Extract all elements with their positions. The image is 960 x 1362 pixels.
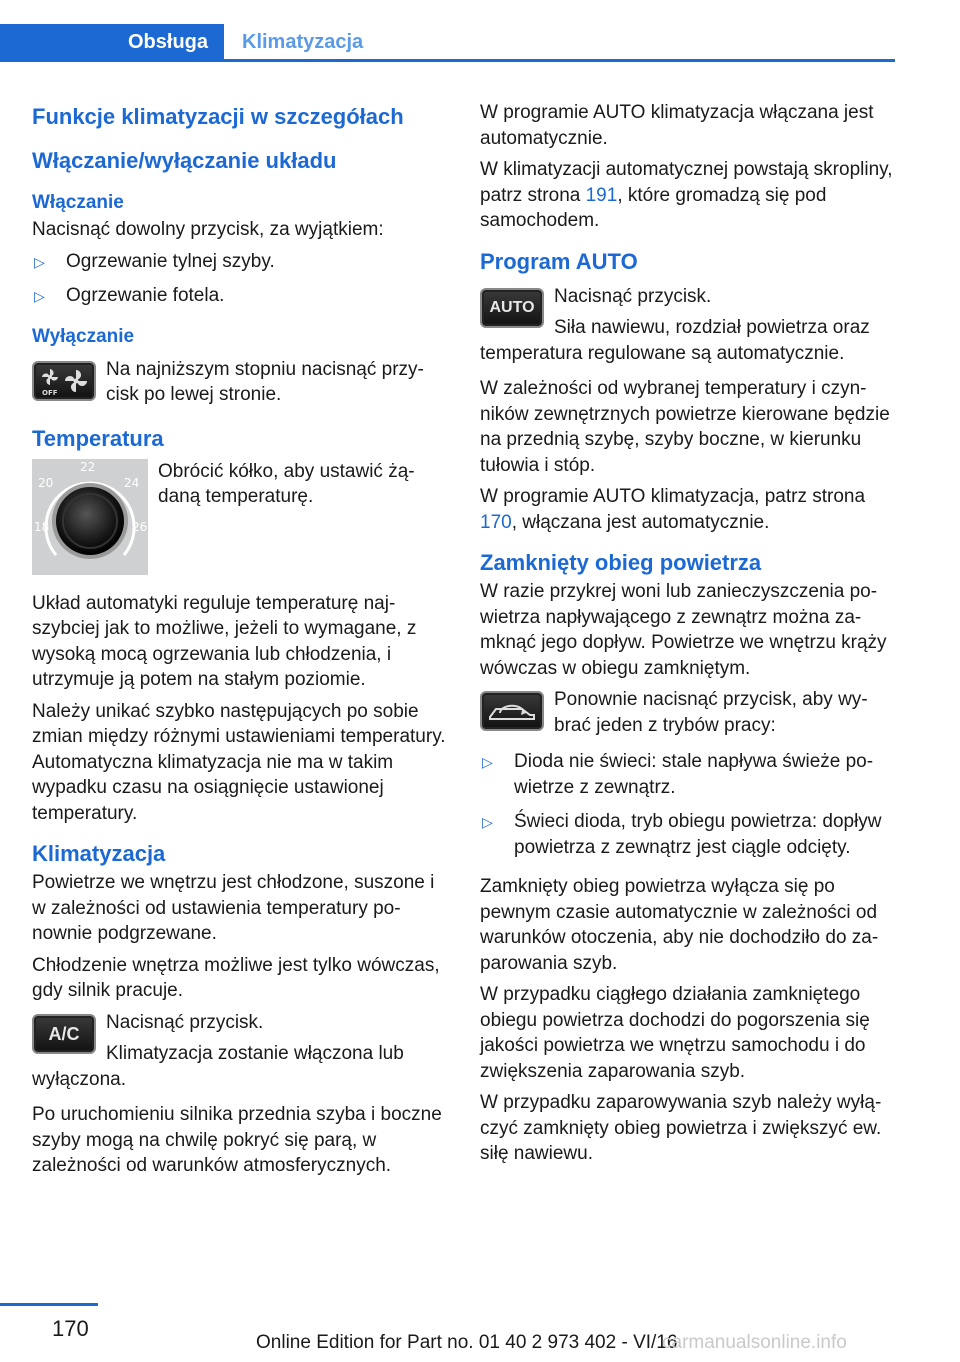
paragraph-auto4: W programie AUTO klimatyzacja, patrz strona 170, włączana jest automatycznie. (480, 486, 866, 533)
knob-label-26: 26 (132, 519, 148, 534)
heading-off: Wyłączanie (32, 325, 135, 347)
paragraph-ac-result: Klimatyzacja zostanie włączona lub wyłączona. (32, 1043, 404, 1090)
section-title: Funkcje klimatyzacji w szczegółach (32, 104, 404, 129)
watermark: carmanualsonline.info (662, 1332, 847, 1353)
paragraph-auto-result: Siła nawiewu, rozdział powietrza oraz temperatura regulowane są automatycznie. (480, 317, 870, 364)
knob-label-24: 24 (124, 475, 140, 490)
off-button-row (32, 357, 446, 409)
svg-text:OFF: OFF (42, 388, 58, 397)
paragraph-temp-icon: Obrócić kółko, aby ustawić żądaną temperaturę. (158, 460, 415, 507)
fan-off-button-icon (32, 361, 96, 401)
list-item: ▷ Ogrzewanie tylnej szyby. (32, 249, 446, 275)
triangle-bullet-icon: ▷ (34, 288, 45, 304)
page-number: 170 (52, 1316, 89, 1341)
paragraph-temp2: Należy unikać szybko następujących po sobie zmian między różnymi ustawieniami temperatury. Automatyczna klimatyzacja nie ma w takim wypadku czasu na osiągnięcie ustawionej temperatury. (32, 700, 446, 824)
paragraph-ac1: Powietrze we wnętrzu jest chłodzone, suszone i w zależności od ustawienia temperatury ponownie podgrzewane. (32, 872, 435, 944)
list-item: ▷ Ogrzewanie fotela. (32, 283, 446, 309)
paragraph-ac2: Chłodzenie wnętrza możliwe jest tylko wówczas, gdy silnik pracuje. (32, 954, 440, 1001)
paragraph-ac-press: Nacisnąć przycisk. (106, 1011, 264, 1033)
paragraph-off: Na najniższym stopniu nacisnąć przycisk po lewej stronie. (106, 358, 424, 405)
recirculation-button-icon (480, 691, 544, 731)
heading-onoff: Włączanie/wyłączanie układu (32, 148, 337, 173)
auto-button-icon: AUTO (480, 288, 544, 328)
triangle-bullet-icon: ▷ (34, 253, 45, 270)
paragraph-auto2: W klimatyzacji automatycznej powstają skropliny, patrz strona 191, które gromadzą się pod samochodem. (480, 159, 893, 231)
paragraph-ac3: Po uruchomieniu silnika przednia szyba i boczne szyby mogą na chwilę pokryć się parą, w zależności od warunków atmosferycznych. (32, 1104, 442, 1176)
paragraph-temp1: Układ automatyki reguluje temperaturę najszybciej jak to możliwe, jeżeli to wymagane, z wysoką mocą ogrzewania lub chłodzenia, i utrzymuje ją potem na stałym poziomie. (32, 592, 417, 690)
paragraph-recirc3: W przypadku ciągłego działania zamkniętego obiegu powietrza dochodzi do pogorszenia się jakości powietrza we wnętrzu samochodu i do zwiększenia zaparowania szyb. (480, 984, 870, 1082)
triangle-bullet-icon: ▷ (482, 814, 493, 830)
right-column (480, 100, 894, 1173)
auto-button-row (480, 284, 894, 367)
triangle-bullet-icon: ▷ (482, 754, 493, 770)
heading-recirculation: Zamknięty obieg powietrza (480, 550, 762, 575)
tab-klimatyzacja[interactable]: Klimatyzacja (242, 31, 364, 53)
paragraph-auto-press: Nacisnąć przycisk. (554, 285, 712, 307)
header-tabbar (0, 24, 895, 62)
paragraph-auto3: W zależności od wybranej temperatury i czynników zewnętrznych powietrze kierowane będzie na przednią szybę, szyby boczne, w kierunku tułowia i stóp. (480, 378, 890, 476)
footer-divider (0, 1303, 98, 1306)
paragraph-auto1: W programie AUTO klimatyzacja włączana jest automatycznie. (480, 102, 874, 149)
knob-label-22: 22 (80, 459, 96, 474)
bullet-list-recirc (480, 749, 894, 860)
list-item: ▷ Dioda nie świeci: stale napływa świeże powietrze z zewnątrz. (482, 751, 874, 798)
ac-button-row (32, 1010, 446, 1093)
ac-button-icon: A/C (32, 1014, 96, 1054)
paragraph-on: Nacisnąć dowolny przycisk, za wyjątkiem: (32, 219, 384, 240)
heading-on: Włączanie (32, 192, 124, 213)
heading-ac: Klimatyzacja (32, 841, 166, 866)
left-column (32, 100, 446, 1185)
heading-auto: Program AUTO (480, 248, 638, 274)
paragraph-recirc-icon: Ponownie nacisnąć przycisk, aby wybrać jeden z trybów pracy: (554, 689, 868, 736)
bullet-list-on (32, 249, 446, 309)
paragraph-recirc2: Zamknięty obieg powietrza wyłącza się po pewnym czasie automatycznie w zależności od warunków otoczenia, aby nie dochodziło do zaparowania szyb. (480, 876, 879, 974)
knob-label-20: 20 (38, 475, 54, 490)
recirc-button-row (480, 687, 894, 739)
edition-info: Online Edition for Part no. 01 40 2 973 402 - VI/16 (256, 1332, 678, 1353)
paragraph-recirc1: W razie przykrej woni lub zanieczyszczenia powietrza napływającego z zewnątrz można zamknąć jego dopływ. Powietrze we wnętrzu krąży wówczas w obiegu zamkniętym. (480, 581, 887, 679)
list-item: ▷ Świeci dioda, tryb obiegu powietrza: dopływ powietrza z zewnątrz jest ciągle odcięty. (482, 811, 882, 858)
knob-label-18: 18 (34, 519, 50, 534)
paragraph-recirc4: W przypadku zaparowywania szyb należy wyłączyć zamknięty obieg powietrza i zwiększyć ew. siłę nawiewu. (480, 1092, 882, 1164)
page-link-191[interactable]: 191 (585, 184, 618, 206)
heading-temperature: Temperatura (32, 425, 164, 451)
tab-obsluga[interactable]: Obsługa (0, 24, 224, 59)
temperature-knob-image (32, 459, 148, 575)
page-link-170[interactable]: 170 (480, 511, 512, 533)
temperature-row (32, 459, 446, 579)
